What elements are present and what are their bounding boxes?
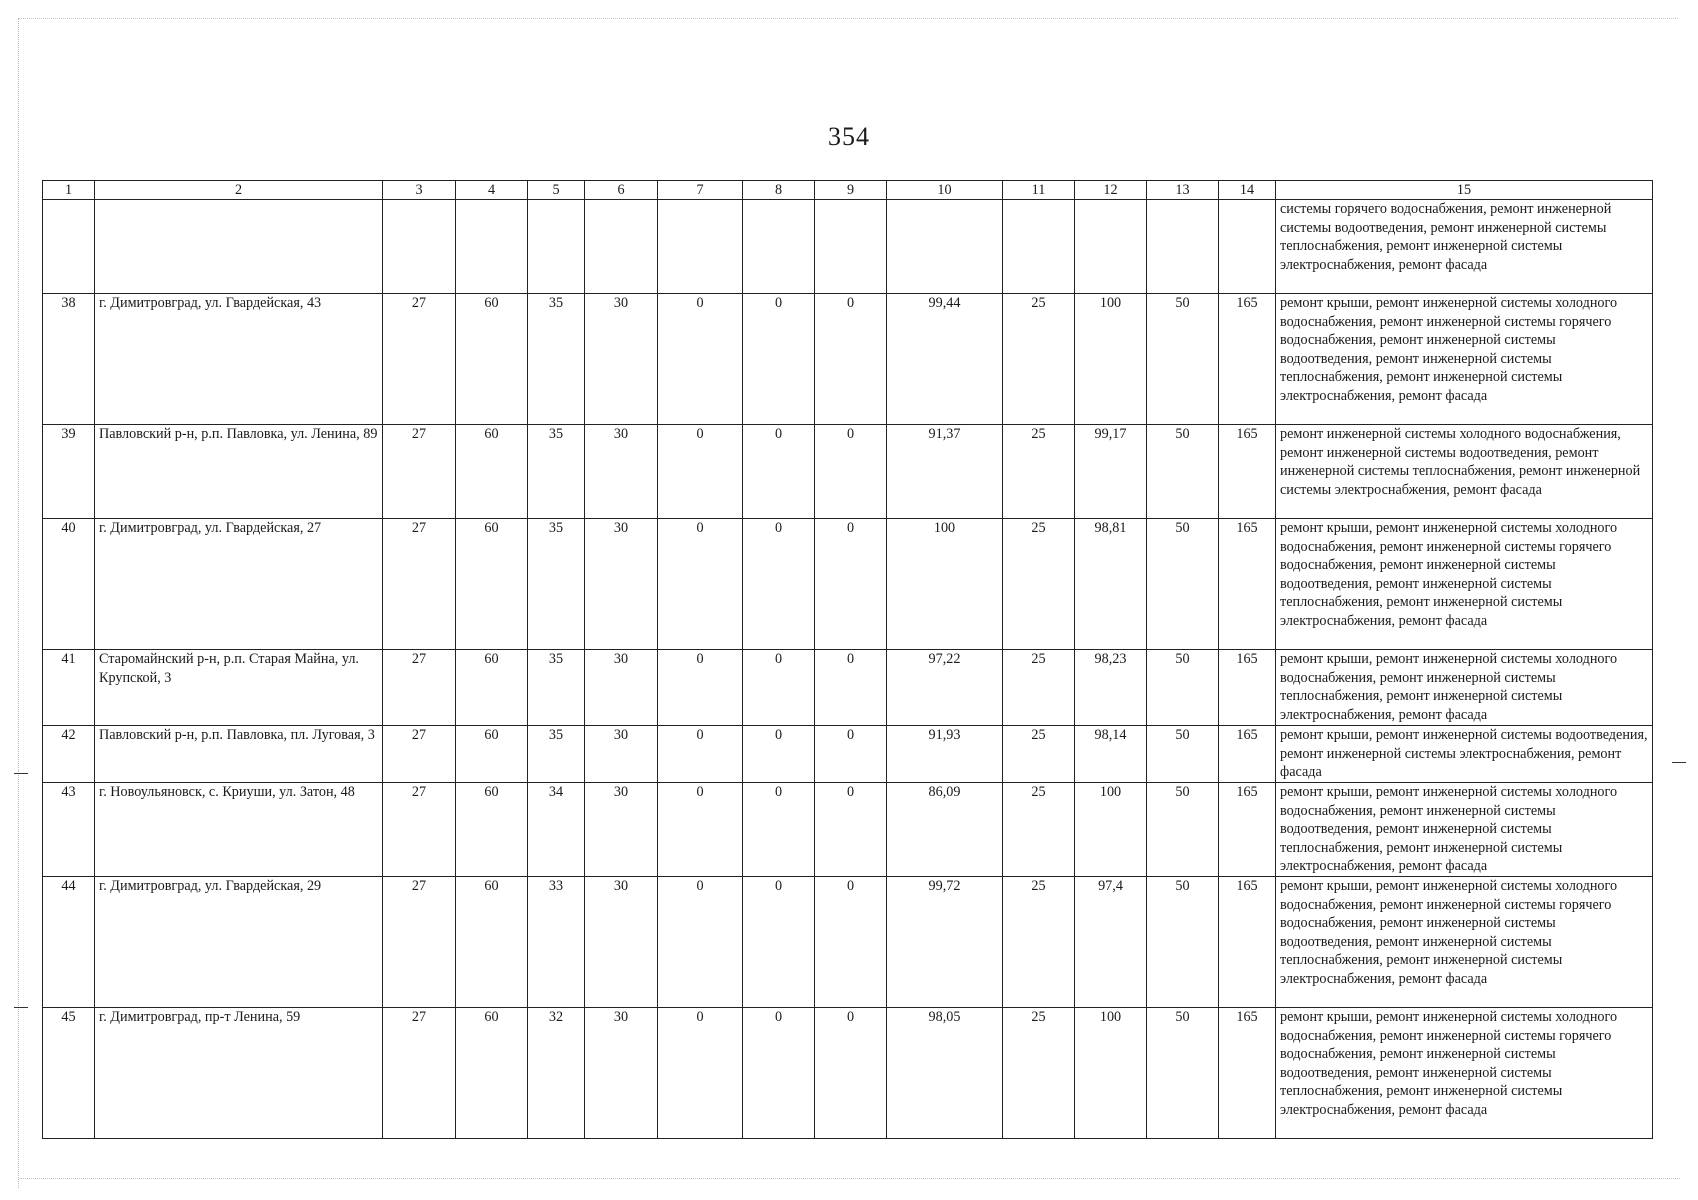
scan-edge — [20, 1178, 1680, 1179]
value-cell: 60 — [456, 877, 528, 1008]
value-cell: 60 — [456, 519, 528, 650]
value-cell: 0 — [658, 1008, 743, 1139]
row-number-cell: 45 — [43, 1008, 95, 1139]
empty-cell — [743, 200, 815, 294]
work-description-cell: ремонт крыши, ремонт инженерной системы холодного водоснабжения, ремонт инженерной системы горячего водоснабжения, ремонт инженерной системы водоотведения, ремонт инженерной системы теплоснабжения, ремонт инженерной системы электроснабжения, ремонт фасада — [1276, 1008, 1653, 1139]
value-cell: 0 — [658, 519, 743, 650]
work-description-cell: ремонт крыши, ремонт инженерной системы холодного водоснабжения, ремонт инженерной системы горячего водоснабжения, ремонт инженерной системы водоотведения, ремонт инженерной системы теплоснабжения, ремонт инженерной системы электроснабжения, ремонт фасада — [1276, 877, 1653, 1008]
value-cell: 25 — [1003, 726, 1075, 783]
empty-cell — [887, 200, 1003, 294]
left-margin-mark — [14, 773, 28, 774]
row-number-cell: 40 — [43, 519, 95, 650]
value-cell: 0 — [815, 294, 887, 425]
table-body — [43, 181, 1653, 1139]
value-cell: 98,05 — [887, 1008, 1003, 1139]
value-cell: 27 — [383, 519, 456, 650]
value-cell: 30 — [585, 519, 658, 650]
value-cell: 50 — [1147, 519, 1219, 650]
value-cell: 91,37 — [887, 425, 1003, 519]
value-cell: 50 — [1147, 650, 1219, 726]
value-cell: 100 — [1075, 294, 1147, 425]
empty-cell — [1075, 200, 1147, 294]
column-number-cell: 4 — [456, 181, 528, 200]
column-number-cell: 9 — [815, 181, 887, 200]
column-number-cell: 3 — [383, 181, 456, 200]
value-cell: 0 — [658, 650, 743, 726]
value-cell: 98,23 — [1075, 650, 1147, 726]
value-cell: 0 — [743, 519, 815, 650]
value-cell: 60 — [456, 726, 528, 783]
work-description-cell: ремонт инженерной системы холодного водоснабжения, ремонт инженерной системы водоотведения, ремонт инженерной системы теплоснабжения, ремонт инженерной системы электроснабжения, ремонт фасада — [1276, 425, 1653, 519]
value-cell: 0 — [743, 425, 815, 519]
address-cell: г. Димитровград, ул. Гвардейская, 29 — [95, 877, 383, 1008]
value-cell: 35 — [528, 650, 585, 726]
value-cell: 100 — [1075, 783, 1147, 877]
value-cell: 30 — [585, 425, 658, 519]
value-cell: 0 — [743, 1008, 815, 1139]
column-number-cell: 2 — [95, 181, 383, 200]
value-cell: 35 — [528, 519, 585, 650]
value-cell: 0 — [743, 650, 815, 726]
work-description-cell: ремонт крыши, ремонт инженерной системы холодного водоснабжения, ремонт инженерной системы горячего водоснабжения, ремонт инженерной системы водоотведения, ремонт инженерной системы теплоснабжения, ремонт инженерной системы электроснабжения, ремонт фасада — [1276, 519, 1653, 650]
table-row — [43, 425, 1653, 519]
value-cell: 32 — [528, 1008, 585, 1139]
value-cell: 0 — [658, 726, 743, 783]
column-number-cell: 5 — [528, 181, 585, 200]
value-cell: 35 — [528, 726, 585, 783]
value-cell: 165 — [1219, 1008, 1276, 1139]
value-cell: 0 — [658, 783, 743, 877]
value-cell: 27 — [383, 877, 456, 1008]
value-cell: 0 — [815, 425, 887, 519]
value-cell: 33 — [528, 877, 585, 1008]
value-cell: 60 — [456, 650, 528, 726]
value-cell: 30 — [585, 1008, 658, 1139]
value-cell: 0 — [743, 726, 815, 783]
column-number-row — [43, 181, 1653, 200]
row-number-cell: 39 — [43, 425, 95, 519]
table-row — [43, 1008, 1653, 1139]
value-cell: 0 — [815, 877, 887, 1008]
value-cell: 165 — [1219, 877, 1276, 1008]
empty-cell — [1003, 200, 1075, 294]
table-row — [43, 877, 1653, 1008]
value-cell: 30 — [585, 650, 658, 726]
address-cell: г. Новоульяновск, с. Криуши, ул. Затон, 48 — [95, 783, 383, 877]
value-cell: 27 — [383, 726, 456, 783]
value-cell: 0 — [815, 783, 887, 877]
value-cell: 165 — [1219, 425, 1276, 519]
continuation-row — [43, 200, 1653, 294]
column-number-cell: 12 — [1075, 181, 1147, 200]
work-description-cell: системы горячего водоснабжения, ремонт инженерной системы водоотведения, ремонт инженерной системы теплоснабжения, ремонт инженерной системы электроснабжения, ремонт фасада — [1276, 200, 1653, 294]
value-cell: 30 — [585, 294, 658, 425]
value-cell: 25 — [1003, 783, 1075, 877]
register-table — [42, 180, 1653, 1139]
value-cell: 35 — [528, 425, 585, 519]
value-cell: 50 — [1147, 726, 1219, 783]
left-margin-mark — [14, 1007, 28, 1008]
value-cell: 35 — [528, 294, 585, 425]
address-cell: г. Димитровград, пр-т Ленина, 59 — [95, 1008, 383, 1139]
value-cell: 0 — [815, 1008, 887, 1139]
work-description-cell: ремонт крыши, ремонт инженерной системы водоотведения, ремонт инженерной системы электроснабжения, ремонт фасада — [1276, 726, 1653, 783]
value-cell: 27 — [383, 294, 456, 425]
value-cell: 97,4 — [1075, 877, 1147, 1008]
table-row — [43, 294, 1653, 425]
value-cell: 25 — [1003, 877, 1075, 1008]
value-cell: 30 — [585, 726, 658, 783]
work-description-cell: ремонт крыши, ремонт инженерной системы холодного водоснабжения, ремонт инженерной системы горячего водоснабжения, ремонт инженерной системы водоотведения, ремонт инженерной системы теплоснабжения, ремонт инженерной системы электроснабжения, ремонт фасада — [1276, 294, 1653, 425]
table-row — [43, 519, 1653, 650]
address-cell: г. Димитровград, ул. Гвардейская, 27 — [95, 519, 383, 650]
right-margin-mark — [1672, 762, 1686, 763]
value-cell: 0 — [743, 294, 815, 425]
value-cell: 165 — [1219, 726, 1276, 783]
work-description-cell: ремонт крыши, ремонт инженерной системы холодного водоснабжения, ремонт инженерной системы теплоснабжения, ремонт инженерной системы электроснабжения, ремонт фасада — [1276, 650, 1653, 726]
value-cell: 100 — [1075, 1008, 1147, 1139]
value-cell: 50 — [1147, 783, 1219, 877]
value-cell: 60 — [456, 1008, 528, 1139]
row-number-cell: 43 — [43, 783, 95, 877]
empty-cell — [1147, 200, 1219, 294]
value-cell: 165 — [1219, 519, 1276, 650]
value-cell: 0 — [658, 877, 743, 1008]
address-cell: Павловский р-н, р.п. Павловка, пл. Луговая, 3 — [95, 726, 383, 783]
address-cell: Старомайнский р-н, р.п. Старая Майна, ул. Крупской, 3 — [95, 650, 383, 726]
empty-cell — [815, 200, 887, 294]
value-cell: 60 — [456, 425, 528, 519]
column-number-cell: 1 — [43, 181, 95, 200]
value-cell: 25 — [1003, 294, 1075, 425]
address-cell: Павловский р-н, р.п. Павловка, ул. Ленина, 89 — [95, 425, 383, 519]
table-row — [43, 783, 1653, 877]
value-cell: 0 — [815, 519, 887, 650]
value-cell: 50 — [1147, 877, 1219, 1008]
value-cell: 25 — [1003, 650, 1075, 726]
value-cell: 99,72 — [887, 877, 1003, 1008]
empty-cell — [658, 200, 743, 294]
row-number-cell: 41 — [43, 650, 95, 726]
empty-cell — [456, 200, 528, 294]
value-cell: 27 — [383, 650, 456, 726]
value-cell: 27 — [383, 783, 456, 877]
value-cell: 99,44 — [887, 294, 1003, 425]
row-number-cell: 44 — [43, 877, 95, 1008]
empty-cell — [383, 200, 456, 294]
value-cell: 50 — [1147, 425, 1219, 519]
value-cell: 30 — [585, 877, 658, 1008]
value-cell: 34 — [528, 783, 585, 877]
value-cell: 60 — [456, 783, 528, 877]
empty-cell — [95, 200, 383, 294]
value-cell: 60 — [456, 294, 528, 425]
value-cell: 165 — [1219, 294, 1276, 425]
value-cell: 0 — [658, 294, 743, 425]
address-cell: г. Димитровград, ул. Гвардейская, 43 — [95, 294, 383, 425]
empty-cell — [1219, 200, 1276, 294]
column-number-cell: 6 — [585, 181, 658, 200]
column-number-cell: 10 — [887, 181, 1003, 200]
value-cell: 0 — [815, 726, 887, 783]
value-cell: 98,14 — [1075, 726, 1147, 783]
column-number-cell: 13 — [1147, 181, 1219, 200]
column-number-cell: 15 — [1276, 181, 1653, 200]
empty-cell — [528, 200, 585, 294]
value-cell: 86,09 — [887, 783, 1003, 877]
row-number-cell: 42 — [43, 726, 95, 783]
value-cell: 100 — [887, 519, 1003, 650]
work-description-cell: ремонт крыши, ремонт инженерной системы холодного водоснабжения, ремонт инженерной системы водоотведения, ремонт инженерной системы теплоснабжения, ремонт инженерной системы электроснабжения, ремонт фасада — [1276, 783, 1653, 877]
value-cell: 91,93 — [887, 726, 1003, 783]
value-cell: 0 — [815, 650, 887, 726]
empty-cell — [43, 200, 95, 294]
table-row — [43, 726, 1653, 783]
value-cell: 0 — [658, 425, 743, 519]
row-number-cell: 38 — [43, 294, 95, 425]
value-cell: 25 — [1003, 425, 1075, 519]
value-cell: 0 — [743, 783, 815, 877]
value-cell: 30 — [585, 783, 658, 877]
column-number-cell: 8 — [743, 181, 815, 200]
value-cell: 27 — [383, 425, 456, 519]
table-row — [43, 650, 1653, 726]
value-cell: 0 — [743, 877, 815, 1008]
value-cell: 165 — [1219, 650, 1276, 726]
column-number-cell: 7 — [658, 181, 743, 200]
value-cell: 25 — [1003, 519, 1075, 650]
value-cell: 97,22 — [887, 650, 1003, 726]
value-cell: 50 — [1147, 294, 1219, 425]
column-number-cell: 14 — [1219, 181, 1276, 200]
value-cell: 25 — [1003, 1008, 1075, 1139]
page-number: 354 — [828, 122, 870, 151]
value-cell: 99,17 — [1075, 425, 1147, 519]
value-cell: 98,81 — [1075, 519, 1147, 650]
value-cell: 27 — [383, 1008, 456, 1139]
column-number-cell: 11 — [1003, 181, 1075, 200]
empty-cell — [585, 200, 658, 294]
value-cell: 50 — [1147, 1008, 1219, 1139]
value-cell: 165 — [1219, 783, 1276, 877]
